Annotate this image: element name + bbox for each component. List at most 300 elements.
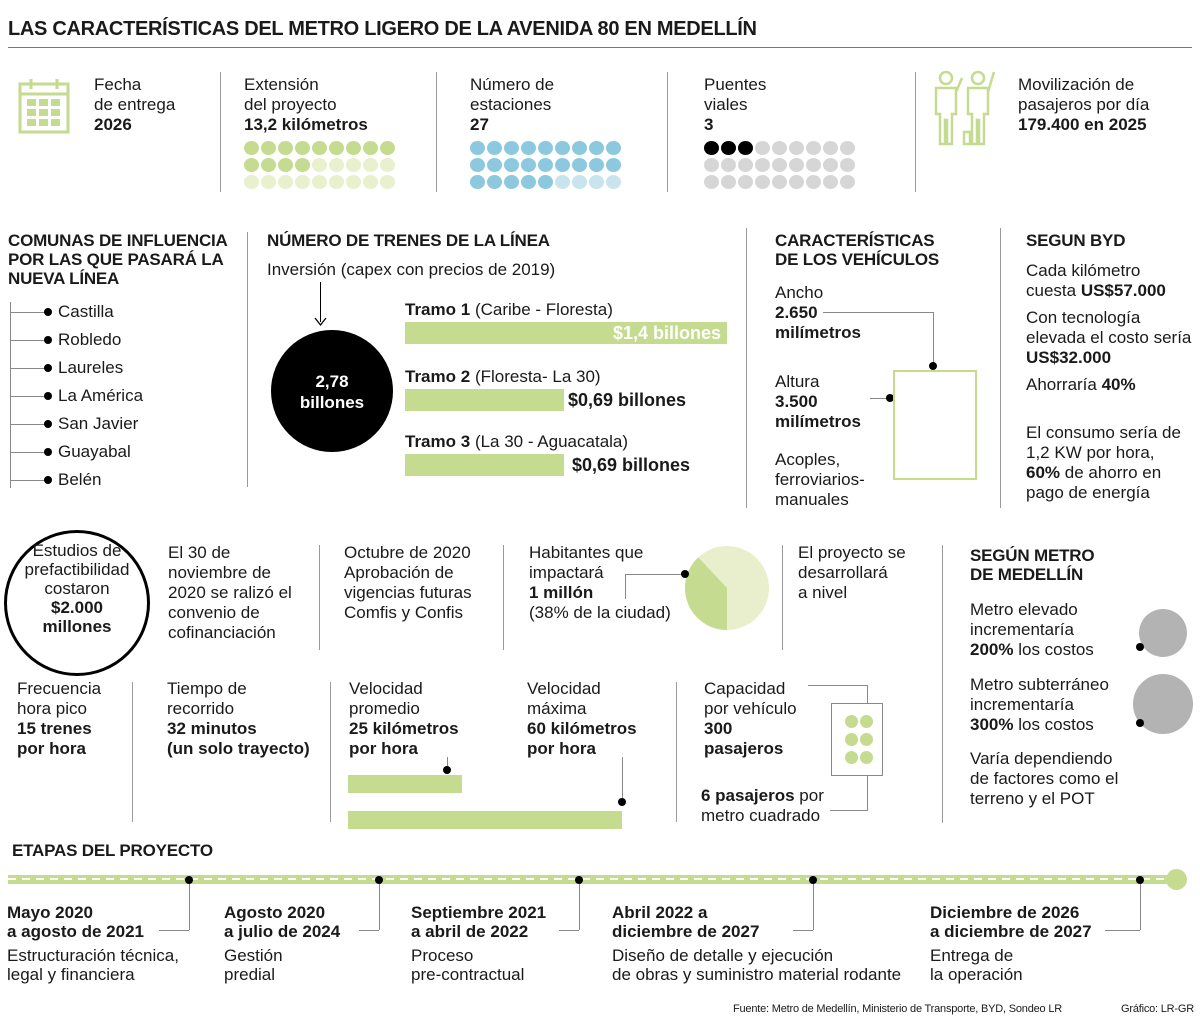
habitantes-value: 1 millón — [529, 583, 594, 602]
estaciones-dots — [470, 141, 621, 189]
habitantes-leader-v — [625, 574, 626, 599]
byd-line: pago de energía — [1026, 483, 1150, 502]
estudios-value: $2.000 — [51, 598, 103, 617]
byd-elevated-cost: US$32.000 — [1026, 348, 1112, 367]
unit-dot — [755, 158, 770, 172]
comuna-item: Laureles — [58, 358, 124, 377]
unit-dot — [589, 175, 604, 189]
comuna-pin — [44, 448, 52, 456]
vehicle-outline — [893, 370, 977, 480]
unit-dot — [329, 158, 344, 172]
unit-dot — [806, 141, 821, 155]
unit-dot — [538, 141, 553, 155]
capacidad-value: 300 — [704, 719, 733, 738]
tramo-amount: $0,69 billones — [568, 390, 687, 410]
metro-line-tail: los costos — [1013, 715, 1094, 734]
comunas-tree-line — [10, 302, 11, 488]
unit-dot — [380, 175, 395, 189]
divider — [330, 682, 331, 822]
unit-dot — [487, 175, 502, 189]
etapa-item — [7, 903, 179, 984]
capacidad-leader-h — [808, 685, 867, 686]
unit-dot — [380, 158, 395, 172]
convenio-line: noviembre de — [168, 563, 272, 582]
stat-label: pasajeros por día — [1018, 95, 1150, 114]
unit-dot — [312, 158, 327, 172]
trenes-heading: NÚMERO DE TRENES DE LA LÍNEA — [267, 231, 550, 250]
comuna-pin — [44, 308, 52, 316]
comuna-item: Belén — [58, 470, 102, 489]
altura-text — [775, 372, 861, 432]
stat-label: Extensión — [244, 75, 319, 94]
tramo-name: Tramo 1 — [405, 300, 471, 319]
etapa-leader-h — [359, 930, 379, 931]
heading-line: SEGÚN METRO — [970, 546, 1095, 565]
unit-dot — [555, 175, 570, 189]
metro-line-tail: los costos — [1013, 640, 1094, 659]
metro-line: terreno y el POT — [970, 789, 1095, 808]
unit-dot — [772, 158, 787, 172]
habitantes-share: (38% de la ciudad) — [529, 603, 671, 622]
etapa-item — [411, 903, 546, 984]
etapa-date: diciembre de 2027 — [612, 922, 760, 941]
estudios-line: prefactibilidad — [24, 560, 130, 579]
comuna-item: Robledo — [58, 330, 122, 349]
metro-heading — [970, 546, 1094, 584]
byd-line — [1026, 281, 1198, 301]
capacidad-leader-b — [830, 810, 868, 811]
vel-max-text — [527, 679, 637, 759]
byd-text — [1026, 261, 1198, 503]
frecuencia-text — [17, 679, 101, 759]
stat-fecha — [94, 75, 175, 135]
etapa-desc: Estructuración técnica, — [7, 946, 179, 965]
tramo-amount: $0,69 billones — [572, 455, 691, 475]
tramo-label — [405, 432, 628, 452]
divider — [220, 72, 221, 192]
etapa-leader-v — [379, 884, 380, 930]
acoples-line: Acoples, — [775, 450, 841, 469]
etapa-desc: de obras y suministro material rodante — [612, 965, 902, 984]
etapa-date: a abril de 2022 — [411, 922, 529, 941]
comuna-pin — [44, 392, 52, 400]
unit-dot — [278, 158, 293, 172]
etapa-desc: Proceso — [411, 946, 474, 965]
extension-dots — [244, 141, 395, 189]
passenger-dot — [860, 751, 873, 764]
tramo-route: (Caribe - Floresta) — [474, 300, 613, 319]
densidad-tail: por — [794, 786, 824, 805]
frecuencia-unit: por hora — [17, 739, 86, 758]
unit-dot — [806, 175, 821, 189]
densidad-line: metro cuadrado — [701, 806, 821, 825]
stat-value: 179.400 en 2025 — [1018, 115, 1147, 134]
etapa-pin — [185, 876, 193, 884]
unit-dot — [487, 141, 502, 155]
vel-prom-value: 25 kilómetros — [349, 719, 459, 738]
vel-max-line: Velocidad — [527, 679, 601, 698]
byd-energy-savings: 60% — [1026, 463, 1061, 482]
unit-dot — [538, 175, 553, 189]
habitantes-pie — [684, 545, 770, 636]
unit-dot — [329, 175, 344, 189]
etapa-pin — [1136, 876, 1144, 884]
divider — [247, 232, 248, 487]
unit-dot — [840, 175, 855, 189]
stat-value: 2026 — [94, 115, 132, 134]
unit-dot — [806, 158, 821, 172]
tramo-label — [405, 367, 601, 387]
unit-dot — [555, 141, 570, 155]
metro-varia-text — [970, 749, 1118, 809]
ancho-leader — [823, 312, 933, 313]
etapa-date: a diciembre de 2027 — [930, 922, 1092, 941]
vigencias-line: vigencias futuras — [344, 583, 472, 602]
etapa-desc: legal y financiera — [7, 965, 135, 984]
ancho-unit: milímetros — [775, 323, 861, 342]
tramo-route: (La 30 - Aguacatala) — [474, 432, 629, 451]
unit-dot — [789, 175, 804, 189]
unit-dot — [721, 158, 736, 172]
vel-max-value: 60 kilómetros — [527, 719, 637, 738]
convenio-line: cofinanciación — [168, 623, 276, 642]
vigencias-line: Comfis y Confis — [344, 603, 464, 622]
byd-cost-label: cuesta — [1026, 281, 1081, 300]
vel-prom-unit: por hora — [349, 739, 418, 758]
byd-line: elevada el costo sería — [1026, 328, 1192, 347]
stat-label: Número de — [470, 75, 555, 94]
unit-dot — [470, 141, 485, 155]
stat-label: Fecha — [94, 75, 142, 94]
metro-elevado-pin — [1136, 643, 1144, 651]
divider — [1000, 228, 1001, 508]
byd-line: El consumo sería de — [1026, 423, 1181, 442]
comunas-list — [10, 302, 230, 492]
unit-dot — [704, 158, 719, 172]
unit-dot — [244, 158, 259, 172]
comuna-pin — [44, 336, 52, 344]
etapa-pin — [575, 876, 583, 884]
etapa-date: Mayo 2020 — [7, 903, 93, 922]
unit-dot — [470, 175, 485, 189]
habitantes-leader-h — [625, 574, 685, 575]
tramo-label — [405, 300, 613, 320]
acoples-line: ferroviarios- — [775, 470, 865, 489]
metro-elevado-text — [970, 600, 1094, 660]
title-rule — [8, 47, 1192, 48]
unit-dot — [840, 158, 855, 172]
divider — [436, 72, 437, 192]
habitantes-line: impactará — [529, 563, 604, 582]
tramo-route: (Floresta- La 30) — [474, 367, 601, 386]
unit-dot — [312, 141, 327, 155]
timeline-end-dot — [1166, 869, 1187, 890]
etapa-desc: pre-contractual — [411, 965, 525, 984]
frecuencia-value: 15 trenes — [17, 719, 92, 738]
etapa-date: Agosto 2020 — [224, 903, 326, 922]
etapa-item — [612, 903, 901, 984]
ancho-label: Ancho — [775, 283, 824, 302]
etapa-item — [224, 903, 340, 984]
timeline-track — [8, 875, 1168, 884]
passenger-dot — [845, 733, 858, 746]
tiempo-value: 32 minutos — [167, 719, 257, 738]
unit-dot — [789, 141, 804, 155]
unit-dot — [346, 175, 361, 189]
speed-pin-average — [443, 766, 451, 774]
vehiculos-heading — [775, 231, 939, 269]
trenes-subtitle: Inversión (capex con precios de 2019) — [267, 260, 556, 279]
etapa-leader-v — [189, 884, 190, 930]
comuna-pin — [44, 364, 52, 372]
unit-dot — [504, 141, 519, 155]
divider — [915, 72, 916, 192]
etapa-desc: predial — [224, 965, 276, 984]
metro-elevado-circle — [1139, 609, 1187, 657]
convenio-text — [168, 543, 292, 643]
etapa-leader-h — [559, 930, 579, 931]
unit-dot — [772, 141, 787, 155]
metro-line: Metro elevado — [970, 600, 1078, 619]
unit-dot — [504, 175, 519, 189]
unit-dot — [606, 158, 621, 172]
stat-value: 3 — [704, 115, 714, 134]
vigencias-line: Aprobación de — [344, 563, 454, 582]
page-title: LAS CARACTERÍSTICAS DEL METRO LIGERO DE LA AVENIDA 80 EN MEDELLÍN — [8, 18, 757, 40]
comuna-connector — [10, 368, 46, 369]
unit-dot — [823, 141, 838, 155]
unit-dot — [244, 141, 259, 155]
densidad-value: 6 pasajeros — [701, 786, 795, 805]
heading-line: DE LOS VEHÍCULOS — [775, 250, 939, 269]
etapa-leader-h — [1105, 930, 1140, 931]
divider — [676, 682, 677, 822]
etapa-date: Septiembre 2021 — [411, 903, 547, 922]
heading-line: NUEVA LÍNEA — [8, 269, 120, 288]
unit-dot — [470, 158, 485, 172]
passenger-dot — [845, 751, 858, 764]
metro-line: de factores como el — [970, 769, 1119, 788]
comuna-connector — [10, 480, 46, 481]
stat-movilizacion — [1018, 75, 1149, 135]
habitantes-line: Habitantes que — [529, 543, 644, 562]
density-dots — [845, 715, 873, 764]
etapa-leader-v — [1140, 884, 1141, 930]
unit-dot — [278, 141, 293, 155]
vel-prom-text — [349, 679, 459, 759]
unit-dot — [504, 158, 519, 172]
nivel-line: El proyecto se — [798, 543, 906, 562]
unit-dot — [738, 175, 753, 189]
tramo-bar — [405, 389, 564, 411]
unit-dot — [555, 158, 570, 172]
etapa-date: Diciembre de 2026 — [930, 903, 1080, 922]
metro-subterraneo-pct: 300% — [970, 715, 1014, 734]
unit-dot — [823, 158, 838, 172]
capacidad-line: Capacidad — [704, 679, 786, 698]
vel-max-line: máxima — [527, 699, 587, 718]
heading-line: COMUNAS DE INFLUENCIA — [8, 231, 228, 250]
stat-value: 13,2 kilómetros — [244, 115, 368, 134]
comuna-item: Guayabal — [58, 442, 131, 461]
acoples-line: manuales — [775, 490, 849, 509]
unit-dot — [329, 141, 344, 155]
comuna-pin — [44, 476, 52, 484]
comuna-connector — [10, 396, 46, 397]
acoples-text — [775, 450, 865, 510]
divider — [319, 545, 320, 650]
speed-leader-max — [622, 757, 623, 802]
capacidad-text — [704, 679, 797, 759]
estudios-unit: millones — [42, 617, 112, 636]
ancho-text — [775, 283, 861, 343]
metro-line — [970, 640, 1094, 660]
unit-dot — [261, 141, 276, 155]
speed-bar-average — [348, 775, 462, 793]
nivel-line: a nivel — [798, 583, 848, 602]
densidad-text — [701, 786, 824, 826]
stat-label: del proyecto — [244, 95, 337, 114]
byd-heading: SEGUN BYD — [1026, 231, 1126, 250]
puentes-dots — [704, 141, 855, 189]
stat-label: Movilización de — [1018, 75, 1135, 94]
vel-prom-line: promedio — [349, 699, 420, 718]
unit-dot — [572, 175, 587, 189]
ancho-value: 2.650 — [775, 303, 818, 322]
ancho-pin — [929, 362, 937, 370]
metro-line: incrementaría — [970, 620, 1074, 639]
unit-dot — [755, 141, 770, 155]
unit-dot — [704, 175, 719, 189]
estudios-line: Estudios de — [32, 541, 122, 560]
unit-dot — [244, 175, 259, 189]
stat-label: viales — [704, 95, 748, 114]
etapa-pin — [375, 876, 383, 884]
byd-cost-value: US$57.000 — [1080, 281, 1166, 300]
passengers-icon — [930, 66, 1002, 155]
byd-savings-value: 40% — [1101, 375, 1136, 394]
etapa-leader-v — [579, 884, 580, 930]
densidad-line — [701, 786, 824, 806]
unit-dot — [261, 158, 276, 172]
passenger-dot — [860, 733, 873, 746]
altura-unit: milímetros — [775, 412, 861, 431]
tramo-name: Tramo 2 — [405, 367, 471, 386]
nivel-text — [798, 543, 906, 603]
tiempo-text — [167, 679, 310, 759]
comuna-connector — [10, 312, 46, 313]
vigencias-line: Octubre de 2020 — [344, 543, 471, 562]
unit-dot — [278, 175, 293, 189]
byd-line: Cada kilómetro — [1026, 261, 1141, 280]
unit-dot — [789, 158, 804, 172]
unit-dot — [721, 141, 736, 155]
unit-dot — [704, 141, 719, 155]
unit-dot — [521, 158, 536, 172]
etapa-date: a agosto de 2021 — [7, 922, 145, 941]
unit-dot — [840, 141, 855, 155]
estudios-circle — [4, 530, 150, 676]
unit-dot — [295, 175, 310, 189]
passenger-dot — [860, 715, 873, 728]
byd-line — [1026, 463, 1198, 483]
byd-line — [1026, 375, 1198, 395]
altura-label: Altura — [775, 372, 820, 391]
convenio-line: convenio de — [168, 603, 260, 622]
byd-line: Con tecnología — [1026, 308, 1141, 327]
comuna-item: Castilla — [58, 302, 114, 321]
etapa-desc: la operación — [930, 965, 1023, 984]
unit-dot — [363, 158, 378, 172]
metro-line: Metro subterráneo — [970, 675, 1109, 694]
heading-line: DE MEDELLÍN — [970, 565, 1084, 584]
unit-dot — [295, 141, 310, 155]
tiempo-line: recorrido — [167, 699, 235, 718]
unit-dot — [572, 141, 587, 155]
divider — [942, 545, 943, 823]
stat-extension — [244, 75, 368, 135]
density-box — [831, 703, 883, 776]
capacidad-line: por vehículo — [704, 699, 797, 718]
capacidad-unit: pasajeros — [704, 739, 784, 758]
vel-max-unit: por hora — [527, 739, 596, 758]
stat-label: Puentes — [704, 75, 767, 94]
footer-source: Fuente: Metro de Medellín, Ministerio de Transporte, BYD, Sondeo LR — [733, 1003, 1062, 1015]
frecuencia-line: hora pico — [17, 699, 87, 718]
unit-dot — [738, 141, 753, 155]
ancho-leader-v — [933, 312, 934, 366]
stat-label: de entrega — [94, 95, 176, 114]
divider — [667, 72, 668, 192]
unit-dot — [721, 175, 736, 189]
etapa-date: Abril 2022 a — [612, 903, 708, 922]
comuna-connector — [10, 424, 46, 425]
speed-pin-max — [618, 798, 626, 806]
vigencias-text — [344, 543, 472, 623]
etapa-desc: Entrega de — [930, 946, 1014, 965]
divider — [746, 228, 747, 508]
stat-estaciones — [470, 75, 554, 135]
byd-energy-text: de ahorro en — [1060, 463, 1162, 482]
etapa-desc: Gestión — [224, 946, 283, 965]
tiempo-line: Tiempo de — [167, 679, 247, 698]
metro-line: incrementaría — [970, 695, 1074, 714]
tramo-amount: $1,4 billones — [612, 323, 721, 343]
heading-line: CARACTERÍSTICAS — [775, 231, 935, 250]
etapa-date: a julio de 2024 — [224, 922, 341, 941]
stat-value: 27 — [470, 115, 489, 134]
metro-subterraneo-pin — [1136, 719, 1144, 727]
comuna-connector — [10, 340, 46, 341]
unit-dot — [521, 175, 536, 189]
unit-dot — [346, 158, 361, 172]
convenio-line: 2020 se ralizó el — [168, 583, 292, 602]
unit-dot — [772, 175, 787, 189]
divider — [782, 545, 783, 650]
pie-pin — [681, 570, 689, 578]
tramo-bar — [405, 454, 564, 476]
total-value: 2,78 — [315, 372, 349, 391]
etapa-pin — [809, 876, 817, 884]
comuna-connector — [10, 452, 46, 453]
heading-line: POR LAS QUE PASARÁ LA — [8, 250, 224, 269]
nivel-line: desarrollará — [798, 563, 888, 582]
unit-dot — [380, 141, 395, 155]
stat-puentes — [704, 75, 766, 135]
comuna-item: La América — [58, 386, 144, 405]
tiempo-unit: (un solo trayecto) — [167, 739, 310, 758]
divider — [132, 682, 133, 822]
